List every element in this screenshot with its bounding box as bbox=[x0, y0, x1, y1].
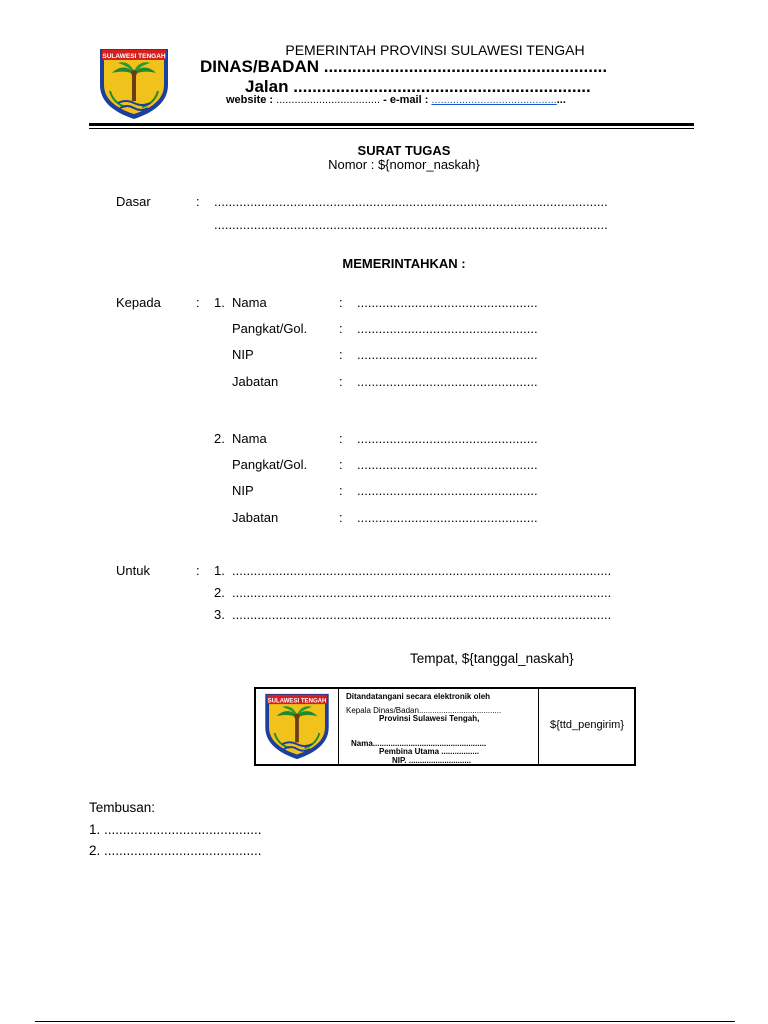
contact-separator: - bbox=[383, 94, 387, 106]
email-tail: ... bbox=[556, 94, 566, 106]
signature-provinsi: Provinsi Sulawesi Tengah, bbox=[379, 714, 480, 723]
signature-ttd-placeholder: ${ttd_pengirim} bbox=[550, 719, 624, 731]
person-1-jabatan-colon: : bbox=[339, 374, 343, 389]
email-label: e-mail : bbox=[389, 94, 429, 106]
document-number: Nomor : ${nomor_naskah} bbox=[328, 157, 480, 172]
signature-ttd-cell bbox=[538, 689, 635, 764]
province-crest-logo bbox=[96, 47, 172, 121]
header-address: Jalan ............................................................... bbox=[245, 77, 591, 96]
signature-nip: NIP. ............................ bbox=[392, 756, 471, 765]
person-1-nama-value: .................................................. bbox=[357, 295, 538, 310]
tembusan-label: Tembusan: bbox=[89, 800, 156, 815]
untuk-item-2-text: ......................................................................................................... bbox=[232, 585, 612, 600]
document-title: SURAT TUGAS bbox=[357, 143, 451, 158]
untuk-item-1-number: 1. bbox=[214, 563, 225, 578]
kepada-label: Kepada bbox=[116, 295, 161, 310]
person-1-nama-label: Nama bbox=[232, 295, 267, 310]
page-footer-line bbox=[35, 1021, 735, 1022]
person-1-jabatan-value: .................................................. bbox=[357, 374, 538, 389]
person-1-nip-label: NIP bbox=[232, 347, 254, 362]
person-1-nip-colon: : bbox=[339, 347, 343, 362]
signature-box bbox=[254, 687, 636, 766]
signature-heading: Ditandatangani secara elektronik oleh bbox=[346, 692, 491, 701]
person-2-jabatan-label: Jabatan bbox=[232, 510, 279, 525]
header-government-name: PEMERINTAH PROVINSI SULAWESI TENGAH bbox=[285, 42, 585, 58]
person-2-nama-label: Nama bbox=[232, 431, 267, 446]
untuk-item-2-number: 2. bbox=[214, 585, 225, 600]
dasar-line-1: ............................................................................................................. bbox=[214, 194, 608, 209]
person-1-pangkat-value: .................................................. bbox=[357, 321, 538, 336]
person-2-nip-value: .................................................. bbox=[357, 483, 538, 498]
dasar-colon: : bbox=[196, 194, 200, 209]
person-2-jabatan-value: .................................................. bbox=[357, 510, 538, 525]
signature-pangkat: Pembina Utama ................. bbox=[379, 747, 480, 756]
tembusan-item-1: 1. .......................................... bbox=[89, 822, 262, 837]
untuk-item-1-text: ......................................................................................................... bbox=[232, 563, 612, 578]
tembusan-item-2: 2. .......................................... bbox=[89, 843, 262, 858]
dasar-label: Dasar bbox=[116, 194, 151, 209]
person-2-nama-colon: : bbox=[339, 431, 343, 446]
person-2-pangkat-colon: : bbox=[339, 457, 343, 472]
untuk-item-3-number: 3. bbox=[214, 607, 225, 622]
letterhead-rule-thick bbox=[89, 123, 694, 126]
place-date: Tempat, ${tanggal_naskah} bbox=[410, 651, 574, 666]
person-2-nip-colon: : bbox=[339, 483, 343, 498]
person-1-jabatan-label: Jabatan bbox=[232, 374, 279, 389]
signature-crest-logo bbox=[260, 692, 334, 761]
untuk-colon: : bbox=[196, 563, 200, 578]
signature-logo-cell bbox=[256, 689, 339, 764]
untuk-item-3-text: ......................................................................................................... bbox=[232, 607, 612, 622]
person-2-nama-value: .................................................. bbox=[357, 431, 538, 446]
memerintahkan-heading: MEMERINTAHKAN : bbox=[342, 256, 466, 271]
person-2-pangkat-label: Pangkat/Gol. bbox=[232, 457, 308, 472]
website-value: .................................. bbox=[276, 94, 381, 106]
kepada-colon: : bbox=[196, 295, 200, 310]
header-agency-name: DINAS/BADAN ............................................................ bbox=[200, 57, 608, 76]
person-2-number: 2. bbox=[214, 431, 225, 446]
header-contact bbox=[226, 94, 566, 106]
person-1-number: 1. bbox=[214, 295, 225, 310]
person-1-nip-value: .................................................. bbox=[357, 347, 538, 362]
logo-caption: SULAWESI TENGAH bbox=[102, 53, 166, 60]
untuk-label: Untuk bbox=[116, 563, 150, 578]
person-1-pangkat-label: Pangkat/Gol. bbox=[232, 321, 308, 336]
person-2-jabatan-colon: : bbox=[339, 510, 343, 525]
signature-nama: Nama................................................... bbox=[351, 739, 487, 748]
person-1-nama-colon: : bbox=[339, 295, 343, 310]
person-2-nip-label: NIP bbox=[232, 483, 254, 498]
signature-kepala: Kepala Dinas/Badan..................................... bbox=[346, 706, 502, 715]
person-1-pangkat-colon: : bbox=[339, 321, 343, 336]
letterhead-rule-thin bbox=[89, 128, 694, 129]
dasar-line-2: ............................................................................................................. bbox=[214, 217, 608, 232]
website-label: website : bbox=[226, 94, 274, 106]
person-2-pangkat-value: .................................................. bbox=[357, 457, 538, 472]
email-link[interactable]: ......................................... bbox=[431, 94, 557, 106]
svg-text:SULAWESI TENGAH: SULAWESI TENGAH bbox=[267, 698, 327, 705]
